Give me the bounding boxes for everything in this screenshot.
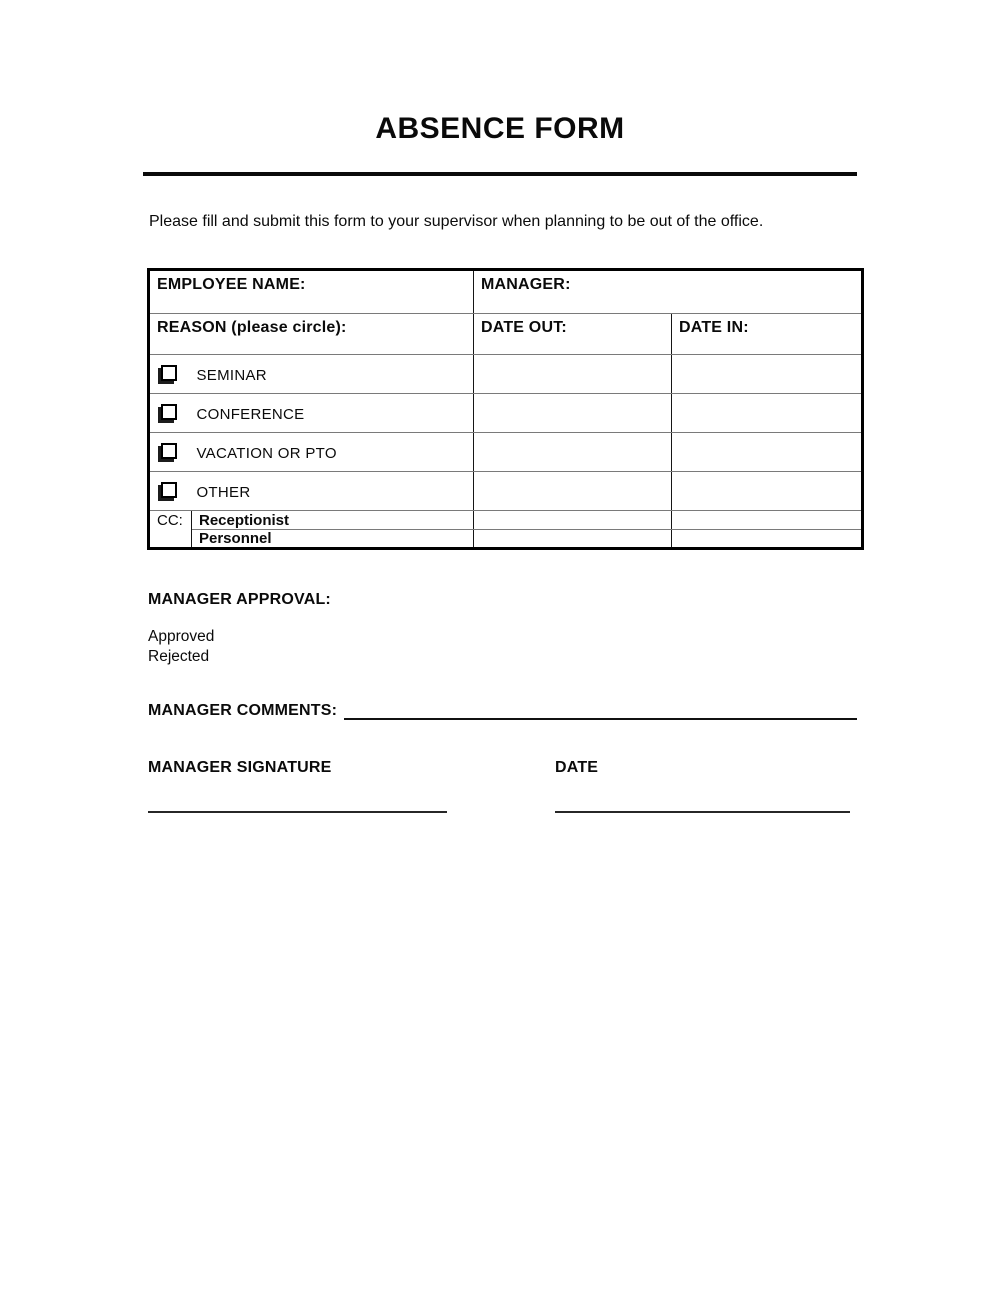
date-in-input-cell[interactable] bbox=[672, 394, 863, 433]
reason-label: REASON (please circle): bbox=[157, 319, 347, 336]
reason-option-cell[interactable] bbox=[149, 472, 474, 511]
checkbox-icon[interactable] bbox=[161, 365, 177, 381]
comments-fill-line[interactable] bbox=[344, 704, 857, 720]
checkbox-icon[interactable] bbox=[161, 443, 177, 459]
cc-item-cell bbox=[192, 511, 474, 530]
manager-comments-label: MANAGER COMMENTS: bbox=[148, 702, 338, 719]
header-row-names bbox=[149, 270, 863, 314]
manager-label: MANAGER: bbox=[481, 276, 571, 293]
date-out-input-cell[interactable] bbox=[474, 355, 672, 394]
title-divider-rule bbox=[143, 172, 857, 176]
reason-row-other bbox=[149, 472, 863, 511]
cc-row-personnel bbox=[149, 530, 863, 549]
cc-empty-cell bbox=[474, 511, 672, 530]
reason-option-cell[interactable] bbox=[149, 433, 474, 472]
approval-options bbox=[148, 627, 214, 666]
reason-option-label: SEMINAR bbox=[196, 366, 267, 384]
approval-option-approved[interactable]: Approved bbox=[148, 628, 215, 645]
date-out-input-cell[interactable] bbox=[474, 394, 672, 433]
date-out-input-cell[interactable] bbox=[474, 472, 672, 511]
cc-item-label: Personnel bbox=[199, 530, 272, 547]
date-in-label: DATE IN: bbox=[679, 319, 749, 336]
employee-name-cell[interactable] bbox=[149, 270, 474, 314]
reason-header-cell bbox=[149, 314, 474, 355]
form-title: ABSENCE FORM bbox=[375, 112, 625, 145]
date-out-input-cell[interactable] bbox=[474, 433, 672, 472]
reason-option-cell[interactable] bbox=[149, 355, 474, 394]
absence-table bbox=[147, 268, 864, 550]
manager-signature-label: MANAGER SIGNATURE bbox=[148, 759, 332, 776]
cc-item-cell bbox=[192, 530, 474, 549]
reason-option-label: VACATION OR PTO bbox=[196, 444, 337, 462]
date-out-label: DATE OUT: bbox=[481, 319, 567, 336]
employee-name-label: EMPLOYEE NAME: bbox=[157, 276, 306, 293]
checkbox-icon[interactable] bbox=[161, 482, 177, 498]
signature-fill-line[interactable] bbox=[148, 811, 447, 813]
intro-text: Please fill and submit this form to your supervisor when planning to be out of the office. bbox=[149, 213, 764, 230]
cc-empty-cell bbox=[672, 511, 863, 530]
date-in-input-cell[interactable] bbox=[672, 355, 863, 394]
date-fill-line[interactable] bbox=[555, 811, 850, 813]
reason-option-cell[interactable] bbox=[149, 394, 474, 433]
reason-option-label: CONFERENCE bbox=[196, 405, 305, 423]
date-in-input-cell[interactable] bbox=[672, 472, 863, 511]
reason-row-vacation bbox=[149, 433, 863, 472]
manager-comments-section bbox=[148, 702, 857, 720]
header-row-reason-dates bbox=[149, 314, 863, 355]
manager-cell[interactable] bbox=[474, 270, 863, 314]
cc-row-receptionist bbox=[149, 511, 863, 530]
cc-label: CC: bbox=[157, 512, 183, 529]
date-label: DATE bbox=[555, 759, 599, 776]
reason-row-seminar bbox=[149, 355, 863, 394]
approval-option-rejected[interactable]: Rejected bbox=[148, 647, 210, 665]
signature-labels-row bbox=[148, 759, 857, 777]
cc-empty-cell bbox=[474, 530, 672, 549]
cc-empty-cell bbox=[672, 530, 863, 549]
cc-label-cell bbox=[149, 511, 192, 549]
cc-item-label: Receptionist bbox=[199, 511, 290, 529]
checkbox-icon[interactable] bbox=[161, 404, 177, 420]
date-in-input-cell[interactable] bbox=[672, 433, 863, 472]
reason-option-label: OTHER bbox=[196, 483, 251, 501]
manager-approval-heading: MANAGER APPROVAL: bbox=[148, 591, 331, 608]
date-out-header-cell[interactable] bbox=[474, 314, 672, 355]
reason-row-conference bbox=[149, 394, 863, 433]
date-in-header-cell[interactable] bbox=[672, 314, 863, 355]
